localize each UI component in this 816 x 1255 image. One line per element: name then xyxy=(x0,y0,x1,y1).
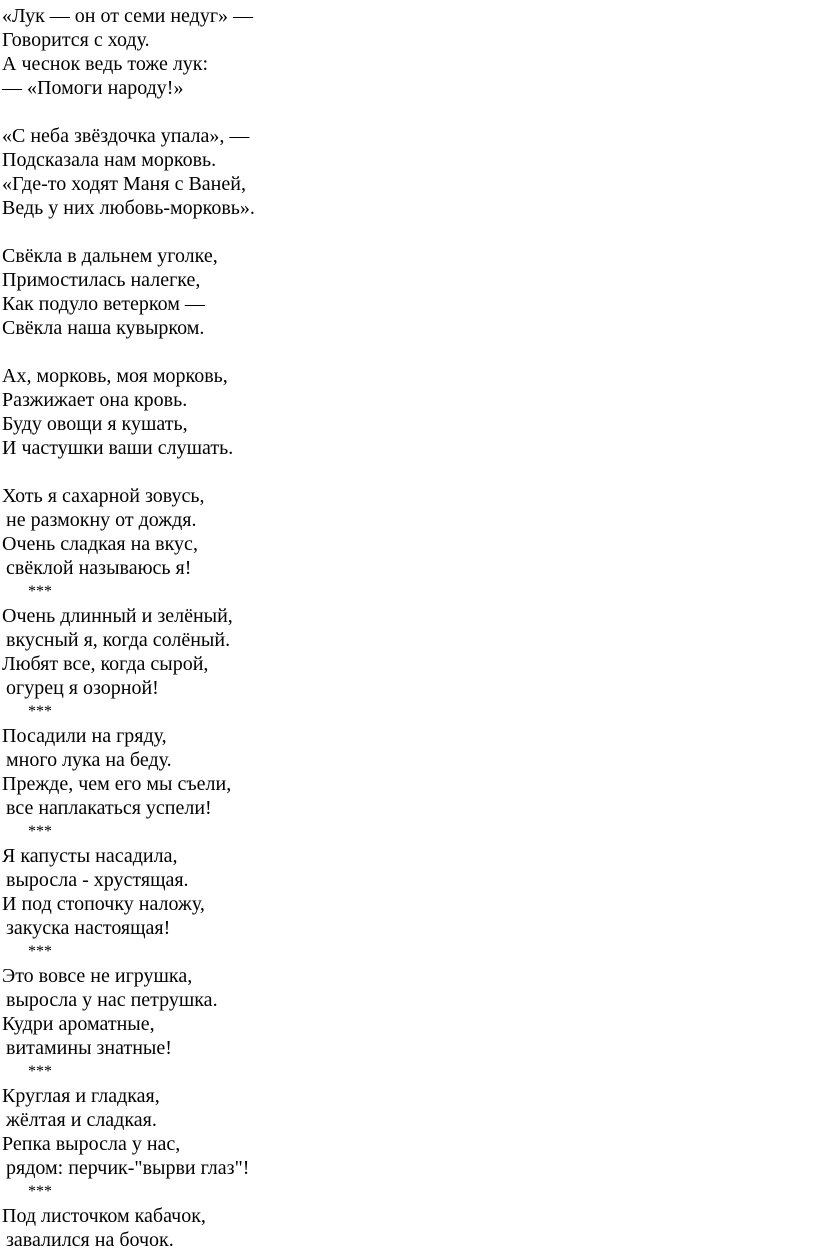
blank-line xyxy=(2,340,816,364)
poem-line: Подсказала нам морковь. xyxy=(2,149,217,171)
stanza xyxy=(2,244,816,340)
poem-line: Свёкла наша кувырком. xyxy=(2,317,205,339)
poem-line: Буду овощи я кушать, xyxy=(2,413,188,435)
poem-line: Разжижает она кровь. xyxy=(2,389,188,411)
riddle xyxy=(2,1084,816,1180)
stanza xyxy=(2,364,816,460)
poem-line: Свёкла в дальнем уголке, xyxy=(2,245,218,267)
riddle-line: вкусный я, когда солёный. xyxy=(6,629,231,651)
riddle-line: рядом: перчик-"вырви глаз"! xyxy=(6,1157,250,1179)
poem-line: — «Помоги народу!» xyxy=(2,77,184,99)
riddle-line: Круглая и гладкая, xyxy=(2,1085,160,1107)
stanza xyxy=(2,4,816,100)
riddle xyxy=(2,844,816,940)
riddle xyxy=(2,724,816,820)
separator: *** xyxy=(28,583,52,600)
riddle-line: выросла у нас петрушка. xyxy=(6,989,218,1011)
separator: *** xyxy=(28,943,52,960)
riddle-line: не размокну от дождя. xyxy=(6,509,197,531)
riddle-line: Очень сладкая на вкус, xyxy=(2,533,198,555)
separator: *** xyxy=(28,703,52,720)
riddle xyxy=(2,604,816,700)
riddle-line: Очень длинный и зелёный, xyxy=(2,605,233,627)
riddle-line: Это вовсе не игрушка, xyxy=(2,965,193,987)
poem-line: «С неба звёздочка упала», — xyxy=(2,125,250,147)
separator: *** xyxy=(28,823,52,840)
riddle xyxy=(2,1204,816,1252)
poem-line: И частушки ваши слушать. xyxy=(2,437,234,459)
separator: *** xyxy=(28,1063,52,1080)
riddle-line: Кудри ароматные, xyxy=(2,1013,155,1035)
blank-line xyxy=(2,460,816,484)
riddle xyxy=(2,484,816,580)
riddle-line: Хоть я сахарной зовусь, xyxy=(2,485,205,507)
riddle-line: много лука на беду. xyxy=(6,749,172,771)
blank-line xyxy=(2,100,816,124)
riddle-line: свёклой называюсь я! xyxy=(6,557,192,579)
riddle-line: витамины знатные! xyxy=(6,1037,172,1059)
poem-line: «Лук — он от семи недуг» — xyxy=(2,5,254,27)
riddle-line: огурец я озорной! xyxy=(6,677,159,699)
riddle-line: все наплакаться успели! xyxy=(6,797,212,819)
riddle-line: Посадили на гряду, xyxy=(2,725,167,747)
riddle xyxy=(2,964,816,1060)
riddle-line: И под стопочку наложу, xyxy=(2,893,205,915)
riddle-line: Любят все, когда сырой, xyxy=(2,653,209,675)
riddle-line: Я капусты насадила, xyxy=(2,845,178,867)
poem-line: Ах, морковь, моя морковь, xyxy=(2,365,228,387)
riddle-line: Под листочком кабачок, xyxy=(2,1205,206,1227)
poem-line: Как подуло ветерком — xyxy=(2,293,205,315)
stanza xyxy=(2,124,816,220)
poem-line: Ведь у них любовь-морковь». xyxy=(2,197,255,219)
poem-line: А чеснок ведь тоже лук: xyxy=(2,53,209,75)
riddle-line: завалился на бочок. xyxy=(6,1229,174,1251)
riddle-line: Репка выросла у нас, xyxy=(2,1133,181,1155)
poem-line: Примостилась налегке, xyxy=(2,269,201,291)
poem-line: Говорится с ходу. xyxy=(2,29,150,51)
separator: *** xyxy=(28,1183,52,1200)
riddle-line: закуска настоящая! xyxy=(6,917,171,939)
riddle-line: Прежде, чем его мы съели, xyxy=(2,773,232,795)
blank-line xyxy=(2,220,816,244)
poem-line: «Где-то ходят Маня с Ваней, xyxy=(2,173,246,195)
riddle-line: жёлтая и сладкая. xyxy=(6,1109,157,1131)
riddle-line: выросла - хрустящая. xyxy=(6,869,189,891)
